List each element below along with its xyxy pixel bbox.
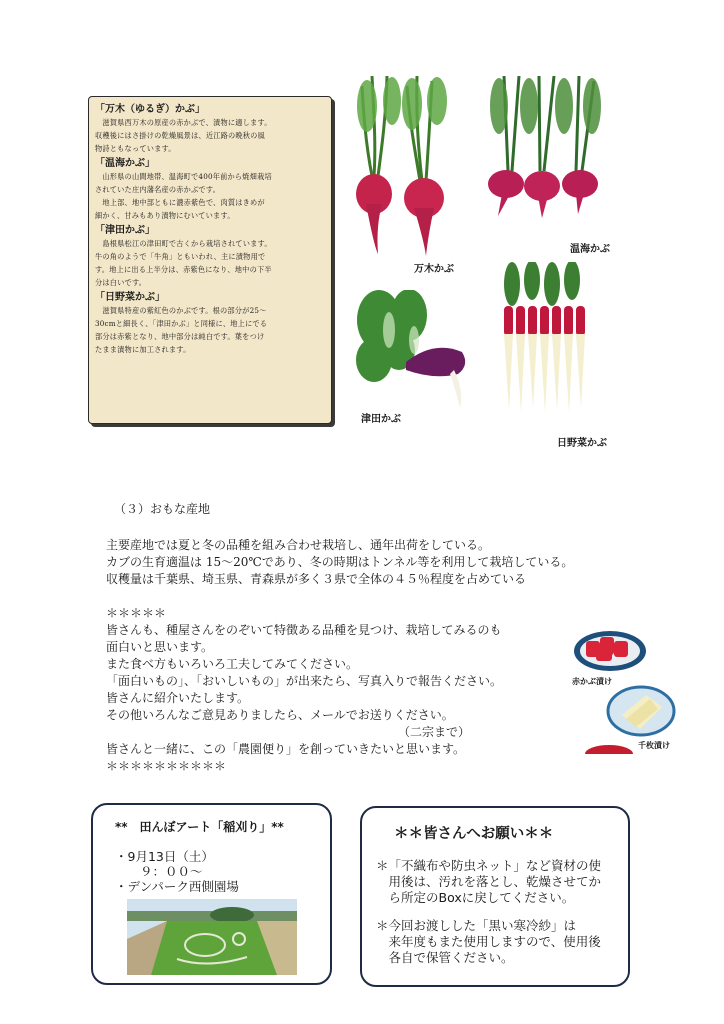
atsumi-kabu-photo <box>484 76 604 221</box>
event-title: ** 田んぼアート「稲刈り」** <box>115 820 284 834</box>
message-line-1: 皆さんも、種屋さんをのぞいて特徴ある品種を見つけ、栽培してみるのも <box>106 623 502 637</box>
section-body: 滋賀県特産の紫紅色のかぶです。根の部分が25～ 30cmと細長く、「津田かぶ」と同様に、地上にでる 部分は赤紫となり、地中部分は純白です。葉をつけ たまま漬物に加工されます。 <box>95 306 268 354</box>
event-date: ・9月13日（土） <box>115 849 214 864</box>
section-tsuda <box>95 224 325 289</box>
rice-field-art-photo <box>127 899 297 975</box>
message-stars-top: ＊＊＊＊＊ <box>106 606 167 620</box>
request-title: ＊＊皆さんへお願い＊＊ <box>394 826 554 842</box>
akakabu-zuke-photo <box>572 627 652 675</box>
section-body: 島根県松江の津田町で古くから栽培されています。 牛の角のようで「牛角」ともいわれ、主に漬物用で す。地上に出る上半分は、赤紫色になり、地中の下半 分は白いです。 <box>95 239 272 287</box>
section-title: 「日野菜かぶ」 <box>95 292 165 303</box>
message-line-2: 面白いと思います。 <box>106 640 214 654</box>
message-signature: （二宗まで） <box>398 725 471 739</box>
rice-harvest-event-box <box>91 803 332 985</box>
tsuda-kabu-photo <box>354 290 474 410</box>
atsumi-kabu-caption: 温海かぶ <box>570 244 610 255</box>
message-line-5: 皆さんに紹介いたします。 <box>106 691 250 705</box>
section-title: 「津田かぶ」 <box>95 225 155 236</box>
pickle-dish-partial <box>584 744 634 754</box>
section-body: 滋賀県西万木の原産の赤かぶで、漬物に適します。 収穫後にはさ掛けの乾燥風景は、近江路の晩秋の風 物詩ともなっています。 <box>95 118 272 153</box>
message-line-4: 「面白いもの」、「おいしいもの」が出来たら、写真入りで報告ください。 <box>106 674 503 688</box>
event-time: ９：００～ <box>115 864 203 879</box>
section-title: 「万木（ゆるぎ）かぶ」 <box>95 104 205 115</box>
section3-heading: （３）おもな産地 <box>114 502 211 516</box>
section-body: 山形県の山間地帯、温海町で400年前から焼畑栽培 されていた庄内藩名産の赤かぶです。 地上部、地中部ともに濃赤紫色で、肉質はきめが 細かく、甘みもあり漬物にむいています。 <box>95 172 272 220</box>
section3-line-2: カブの生育適温は 15～20℃であり、冬の時期はトンネル等を利用して栽培している。 <box>106 555 574 569</box>
yurugi-kabu-photo <box>352 76 452 256</box>
senmai-zuke-caption: 千枚漬け <box>638 741 670 750</box>
request-item-cheesecloth: ＊今回お渡しした「黒い寒冷紗」は 来年度もまた使用しますので、使用後 各自で保管ください。 <box>376 918 601 965</box>
section-hinona <box>95 291 325 356</box>
yurugi-kabu-caption: 万木かぶ <box>414 264 454 275</box>
hinona-kabu-photo <box>500 262 590 414</box>
akakabu-zuke-caption: 赤かぶ漬け <box>572 677 612 686</box>
hinona-kabu-caption: 日野菜かぶ <box>557 438 607 449</box>
event-place: ・デンパーク西側園場 <box>115 879 239 894</box>
message-stars-bottom: ＊＊＊＊＊＊＊＊＊＊ <box>106 759 227 773</box>
section-title: 「温海かぶ」 <box>95 158 155 169</box>
senmai-zuke-photo <box>606 685 676 737</box>
request-box <box>360 806 630 987</box>
turnip-varieties-box <box>88 96 332 424</box>
section-atsumi <box>95 157 325 222</box>
section3-line-1: 主要産地では夏と冬の品種を組み合わせ栽培し、通年出荷をしている。 <box>106 538 491 552</box>
tsuda-kabu-caption: 津田かぶ <box>361 414 401 425</box>
message-line-6: その他いろんなご意見ありましたら、メールでお送りください。 <box>106 708 454 722</box>
section3-line-3: 収穫量は千葉県、埼玉県、青森県が多く３県で全体の４５％程度を占めている <box>106 572 527 586</box>
section-yurugi <box>95 103 325 155</box>
message-line-3: また食べ方もいろいろ工夫してみてください。 <box>106 657 359 671</box>
message-closing: 皆さんと一緒に、この「農園便り」を創っていきたいと思います。 <box>106 742 466 756</box>
request-item-materials: ＊「不織布や防虫ネット」など資材の使 用後は、汚れを落とし、乾燥させてか ら所定のBoxに戻してください。 <box>376 858 602 905</box>
